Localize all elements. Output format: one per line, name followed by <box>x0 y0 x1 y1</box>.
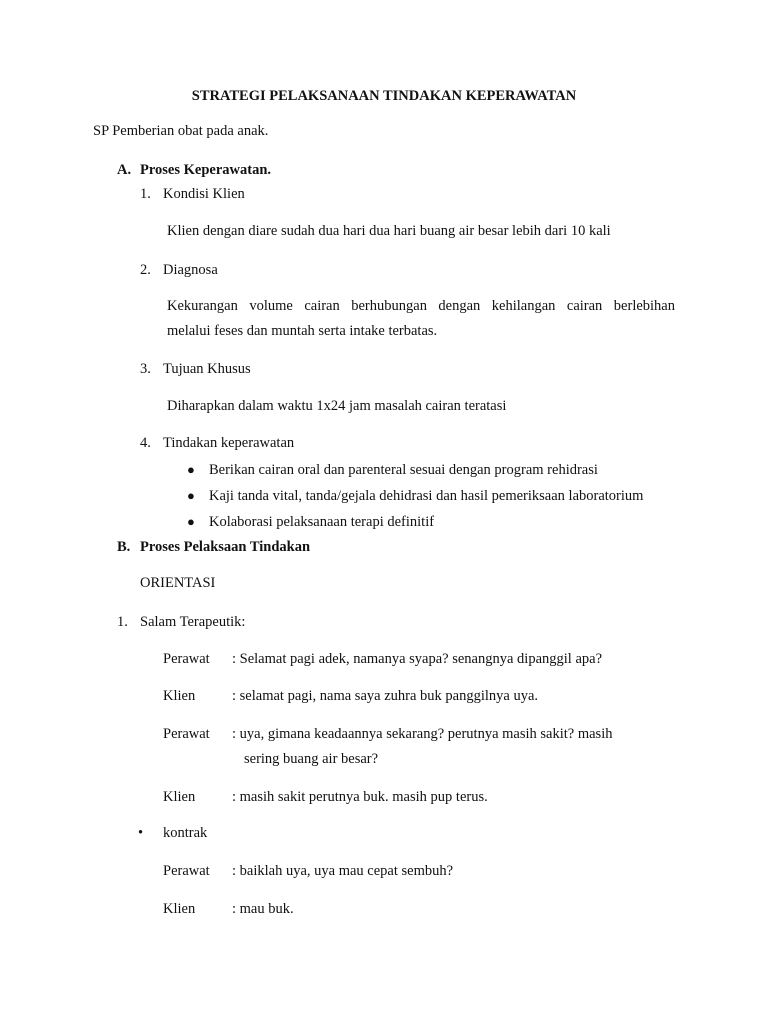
dialog-line-continued: sering buang air besar? <box>244 751 379 767</box>
bullet-icon: ● <box>187 488 195 503</box>
dialog-line: : uya, gimana keadaannya sekarang? perutnya masih sakit? masih <box>232 726 613 742</box>
dialog-line: : selamat pagi, nama saya zuhra buk panggilnya uya. <box>232 688 539 704</box>
dialog-speaker: Perawat <box>163 726 210 742</box>
item-text-line: Kekurangan volume cairan berhubungan dengan kehilangan cairan berlebihan <box>167 298 675 314</box>
list-item: Berikan cairan oral dan parenteral sesuai dengan program rehidrasi <box>209 462 598 478</box>
dialog-line: : baiklah uya, uya mau cepat sembuh? <box>232 863 454 879</box>
item-label: Diagnosa <box>163 262 218 278</box>
dialog-line: : Selamat pagi adek, namanya syapa? senangnya dipanggil apa? <box>232 651 603 667</box>
kontrak-bullet-icon: • <box>138 825 144 841</box>
dialog-speaker: Perawat <box>163 651 210 667</box>
item-number: 3. <box>140 361 151 377</box>
list-item: Kolaborasi pelaksanaan terapi definitif <box>209 514 435 530</box>
section-a-heading: Proses Keperawatan. <box>140 162 272 178</box>
list-item: Kaji tanda vital, tanda/gejala dehidrasi dan hasil pemeriksaan laboratorium <box>209 488 644 504</box>
dialog-line: : masih sakit perutnya buk. masih pup terus. <box>232 789 488 805</box>
item-text-line: melalui feses dan muntah serta intake terbatas. <box>167 323 438 339</box>
dialog-line: : mau buk. <box>232 901 294 917</box>
salam-number: 1. <box>117 614 128 630</box>
dialog-speaker: Perawat <box>163 863 210 879</box>
item-number: 4. <box>140 435 151 451</box>
subtitle: SP Pemberian obat pada anak. <box>93 123 269 139</box>
item-text: Diharapkan dalam waktu 1x24 jam masalah cairan teratasi <box>167 398 507 414</box>
section-b-heading: Proses Pelaksaan Tindakan <box>140 539 311 555</box>
orientasi-heading: ORIENTASI <box>140 575 216 591</box>
salam-label: Salam Terapeutik: <box>140 614 246 630</box>
kontrak-label: kontrak <box>163 825 208 841</box>
item-label: Kondisi Klien <box>163 186 245 202</box>
dialog-speaker: Klien <box>163 688 196 704</box>
bullet-icon: ● <box>187 514 195 529</box>
page-title: STRATEGI PELAKSANAAN TINDAKAN KEPERAWATAN <box>191 88 577 104</box>
bullet-icon: ● <box>187 462 195 477</box>
section-a-marker: A. <box>117 162 132 178</box>
item-label: Tujuan Khusus <box>163 361 251 377</box>
item-label: Tindakan keperawatan <box>163 435 295 451</box>
section-b-marker: B. <box>117 539 131 555</box>
dialog-speaker: Klien <box>163 789 196 805</box>
item-number: 1. <box>140 186 151 202</box>
dialog-speaker: Klien <box>163 901 196 917</box>
item-number: 2. <box>140 262 151 278</box>
item-text: Klien dengan diare sudah dua hari dua hari buang air besar lebih dari 10 kali <box>167 223 611 239</box>
